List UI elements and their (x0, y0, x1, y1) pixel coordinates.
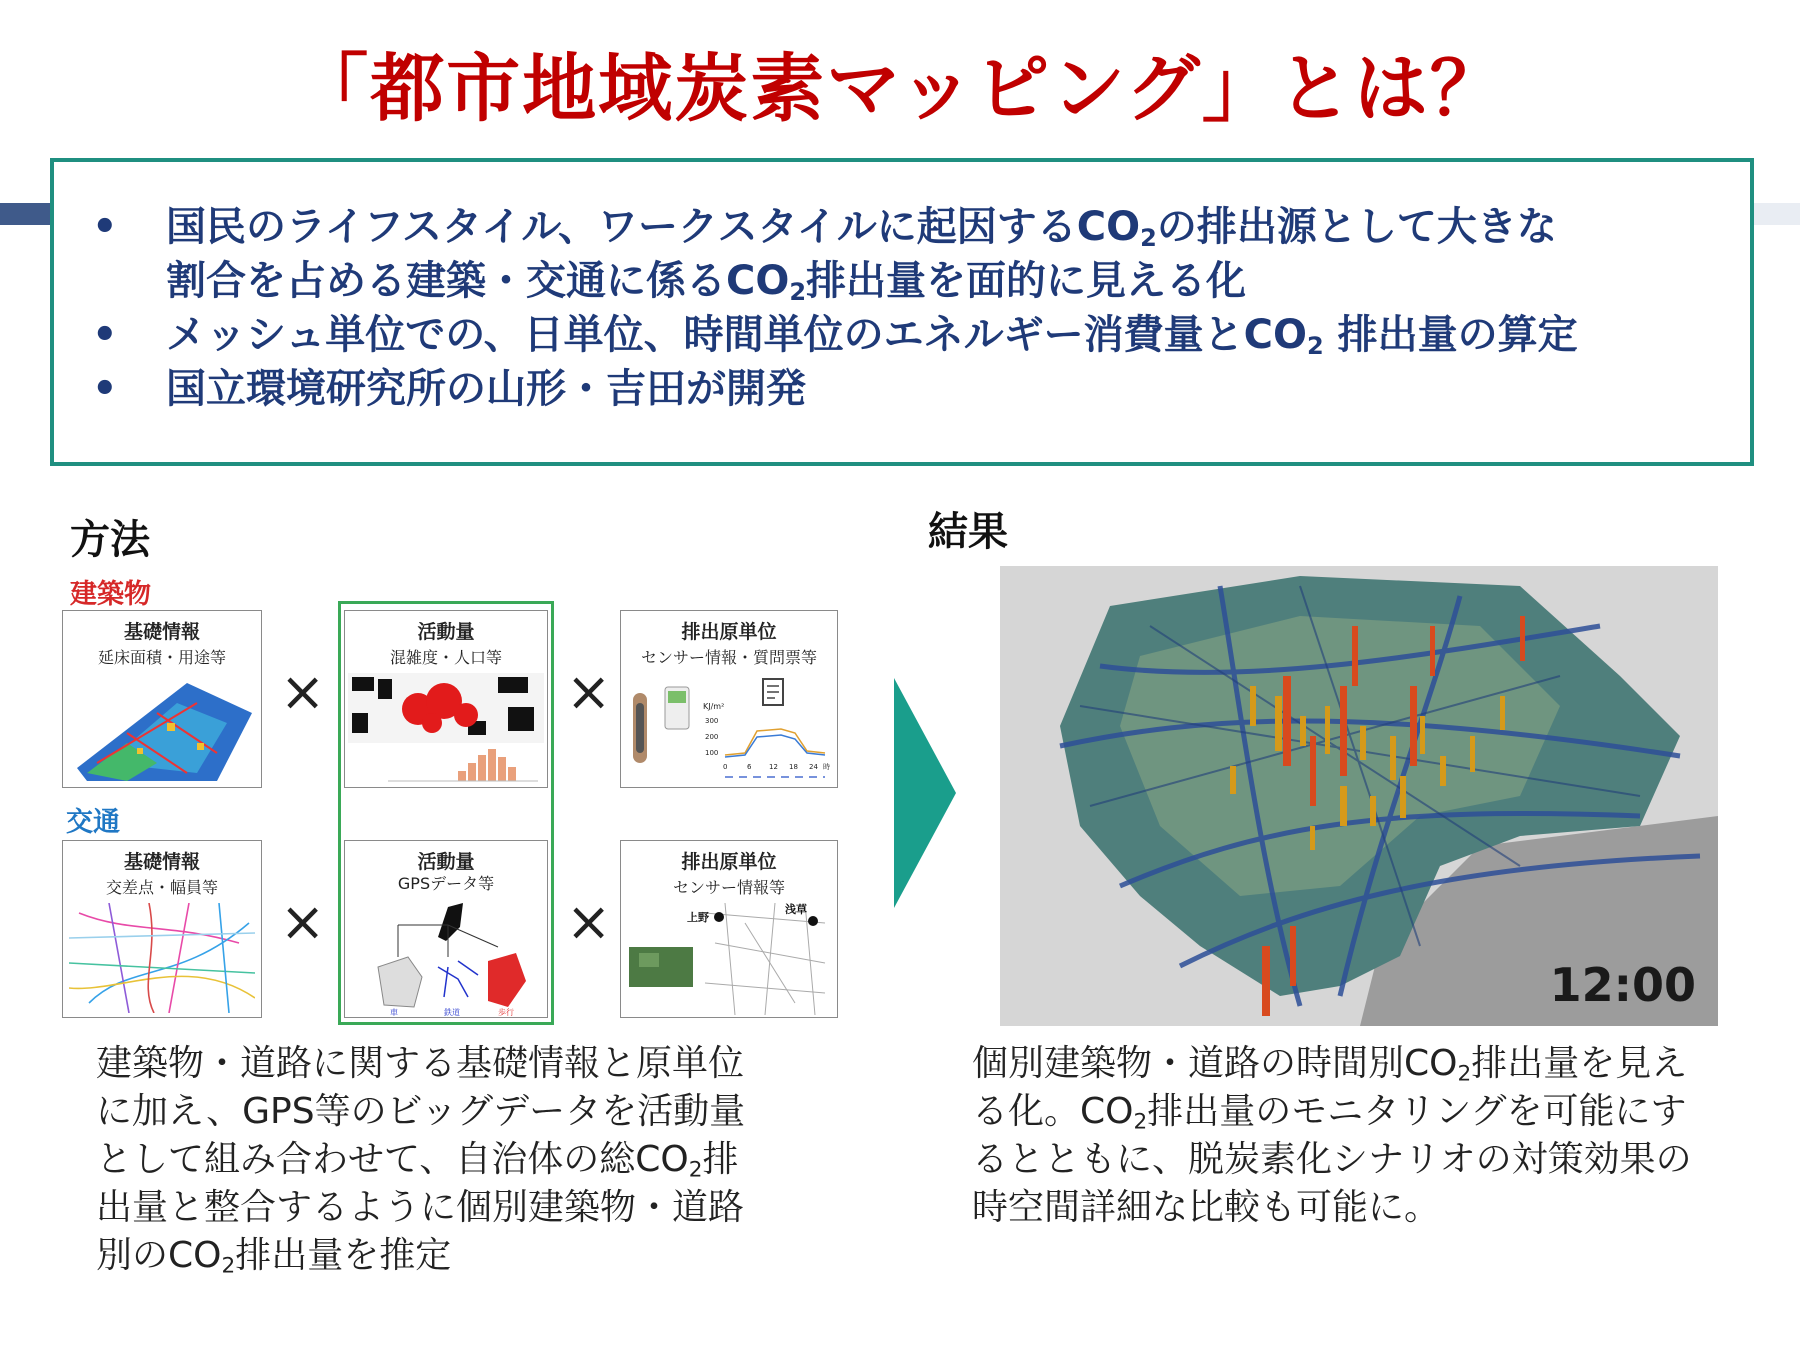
y-tick-label: 300 (705, 717, 719, 725)
summary-item-continued: 割合を占める建築・交通に係る$CO_2$排出量を面的に見える化 (166, 258, 1247, 306)
road-network-image (69, 903, 255, 1013)
card-title: 基礎情報 (123, 851, 200, 873)
card-traffic-basic (62, 840, 262, 1018)
card-traffic-activity (344, 840, 548, 1018)
card-title: 活動量 (417, 621, 475, 643)
card-title: 活動量 (417, 851, 475, 873)
summary-item: • メッシュ単位での、日単位、時間単位のエネルギー消費量と$CO_2$ 排出量の算定 (74, 308, 1710, 362)
co2-3d-map (1000, 566, 1718, 1026)
summary-box (50, 158, 1754, 466)
gps-legend-car: 車 (390, 1008, 398, 1017)
card-title: 排出原単位 (681, 621, 777, 643)
multiply-symbol: × (566, 660, 612, 723)
sensor-chart-unit: KJ/m² (703, 702, 725, 711)
desc-line: として組み合わせて、自治体の総$CO_2$排 (96, 1139, 739, 1183)
gps-legend-rail: 鉄道 (444, 1008, 460, 1017)
sensor-chart-image (625, 673, 835, 787)
summary-item: • 国立環境研究所の山形・吉田が開発 (74, 362, 1710, 416)
right-arrow-icon (890, 678, 960, 908)
time-display: 12:00 (1549, 958, 1696, 1012)
card-traffic-emission (620, 840, 838, 1018)
right-accent-bar (1752, 203, 1800, 225)
card-building-activity (344, 610, 548, 788)
card-subtitle: 延床面積・用途等 (97, 648, 226, 667)
card-subtitle: センサー情報等 (672, 878, 785, 897)
x-tick-label: 24 (809, 763, 818, 771)
traffic-label: 交通 (66, 807, 120, 838)
x-axis-unit: 時 (823, 763, 830, 771)
y-tick-label: 200 (705, 733, 719, 741)
bullet: • (92, 204, 118, 250)
desc-line: に加え、GPS等のビッグデータを活動量 (96, 1091, 746, 1132)
desc-line: る化。$CO_2$排出量のモニタリングを可能にす (972, 1091, 1687, 1135)
x-tick-label: 12 (769, 763, 778, 771)
bullet: • (92, 312, 118, 358)
tokyo-emission-map-image (1000, 566, 1718, 1026)
page-title: 「都市地域炭素マッピング」とは？ (294, 46, 1506, 132)
building-floor-map-image (67, 673, 257, 783)
gps-modes-image (348, 897, 544, 1017)
result-heading: 結果 (928, 509, 1008, 555)
summary-list (74, 200, 1710, 416)
card-title: 排出原単位 (681, 851, 777, 873)
card-subtitle: 混雑度・人口等 (389, 648, 502, 667)
card-building-basic (62, 610, 262, 788)
method-heading: 方法 (70, 517, 150, 563)
x-tick-label: 18 (789, 763, 798, 771)
bullet: • (92, 366, 118, 412)
y-tick-label: 100 (705, 749, 719, 757)
multiply-symbol: × (280, 890, 326, 953)
desc-line: 建築物・道路に関する基礎情報と原単位 (96, 1043, 745, 1084)
summary-item: • 国民のライフスタイル、ワークスタイルに起因する$CO_2$の排出源として大きな (74, 200, 1710, 254)
building-label: 建築物 (70, 579, 151, 610)
desc-line: 個別建築物・道路の時間別$CO_2$排出量を見え (972, 1043, 1688, 1087)
x-tick-label: 0 (723, 763, 728, 771)
map-label-ueno: 上野 (687, 911, 709, 924)
card-building-emission (620, 610, 838, 788)
left-accent-bar (0, 203, 55, 225)
card-subtitle: 交差点・幅員等 (105, 878, 218, 897)
desc-line: 別の$CO_2$排出量を推定 (96, 1235, 452, 1279)
multiply-symbol: × (280, 660, 326, 723)
route-map-image (625, 903, 835, 1015)
card-subtitle: センサー情報・質問票等 (640, 648, 817, 667)
map-label-asakusa: 浅草 (785, 903, 807, 916)
x-tick-label: 6 (747, 763, 752, 771)
card-subtitle: GPSデータ等 (397, 874, 495, 893)
multiply-symbol: × (566, 890, 612, 953)
desc-line: 時空間詳細な比較も可能に。 (972, 1187, 1441, 1228)
desc-line: 出量と整合するように個別建築物・道路 (96, 1187, 745, 1228)
desc-line: るとともに、脱炭素化シナリオの対策効果の (972, 1139, 1692, 1180)
gps-legend-walk: 歩行 (498, 1008, 514, 1017)
card-title: 基礎情報 (123, 621, 200, 643)
result-description (972, 1040, 1772, 1232)
method-description (96, 1040, 856, 1280)
congestion-map-image (348, 673, 544, 785)
